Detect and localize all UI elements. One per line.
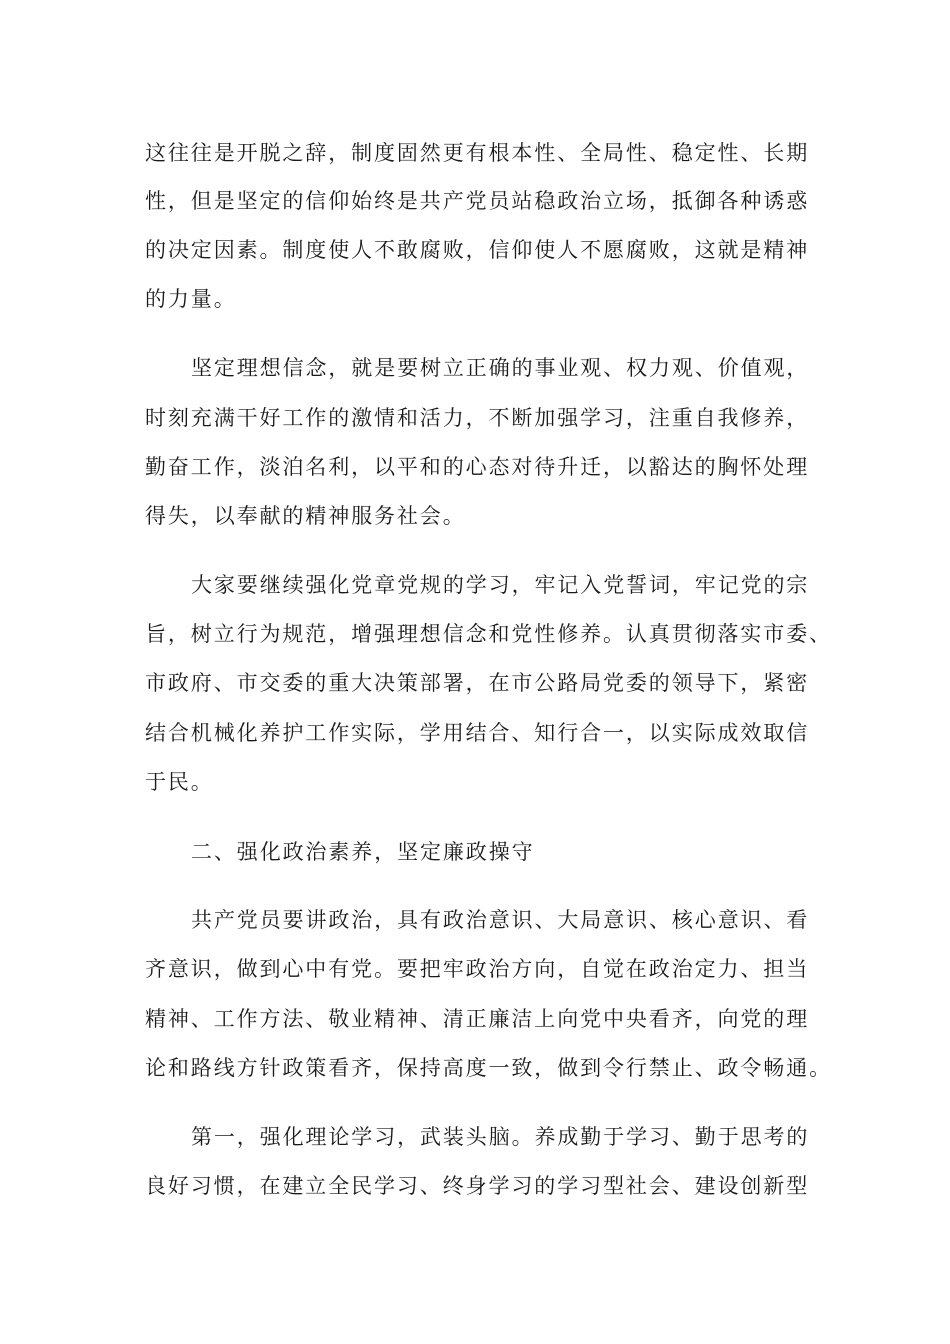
- paragraph-2-line-2: 时刻充满干好工作的激情和活力，不断加强学习，注重自我修养，: [145, 406, 810, 430]
- paragraph-5-line-4: 论和路线方针政策看齐，保持高度一致，做到令行禁止、政令畅通。: [145, 1056, 832, 1080]
- paragraph-6-line-2: 良好习惯，在建立全民学习、终身学习的学习型社会、建设创新型: [145, 1174, 810, 1198]
- paragraph-2-line-1: 坚定理想信念，就是要树立正确的事业观、权力观、价值观，: [191, 356, 810, 380]
- paragraph-3-line-3: 市政府、市交委的重大决策部署，在市公路局党委的领导下，紧密: [145, 671, 810, 695]
- paragraph-2-line-3: 勤奋工作，淡泊名利，以平和的心态对待升迁，以豁达的胸怀处理: [145, 455, 810, 479]
- paragraph-1-line-3: 的决定因素。制度使人不敢腐败，信仰使人不愿腐败，这就是精神: [145, 238, 810, 262]
- paragraph-2-line-4: 得失，以奉献的精神服务社会。: [145, 504, 466, 528]
- section-heading: 二、强化政治素养，坚定廉政操守: [191, 840, 535, 864]
- paragraph-3-line-4: 结合机械化养护工作实际，学用结合、知行合一，以实际成效取信: [145, 721, 810, 745]
- paragraph-5-line-2: 齐意识，做到心中有党。要把牢政治方向，自觉在政治定力、担当: [145, 957, 810, 981]
- paragraph-6-line-1: 第一，强化理论学习，武装头脑。养成勤于学习、勤于思考的: [191, 1125, 810, 1149]
- paragraph-1-line-2: 性，但是坚定的信仰始终是共产党员站稳政治立场，抵御各种诱惑: [145, 189, 810, 213]
- paragraph-3-line-2: 旨，树立行为规范，增强理想信念和党性修养。认真贯彻落实市委、: [145, 622, 832, 646]
- paragraph-5-line-1: 共产党员要讲政治，具有政治意识、大局意识、核心意识、看: [191, 908, 810, 932]
- paragraph-3-line-1: 大家要继续强化党章党规的学习，牢记入党誓词，牢记党的宗: [191, 573, 810, 597]
- paragraph-5-line-3: 精神、工作方法、敬业精神、清正廉洁上向党中央看齐，向党的理: [145, 1007, 810, 1031]
- paragraph-3-line-5: 于民。: [145, 770, 214, 794]
- paragraph-1-line-4: 的力量。: [145, 287, 237, 311]
- paragraph-1-line-1: 这往往是开脱之辞，制度固然更有根本性、全局性、稳定性、长期: [145, 141, 810, 165]
